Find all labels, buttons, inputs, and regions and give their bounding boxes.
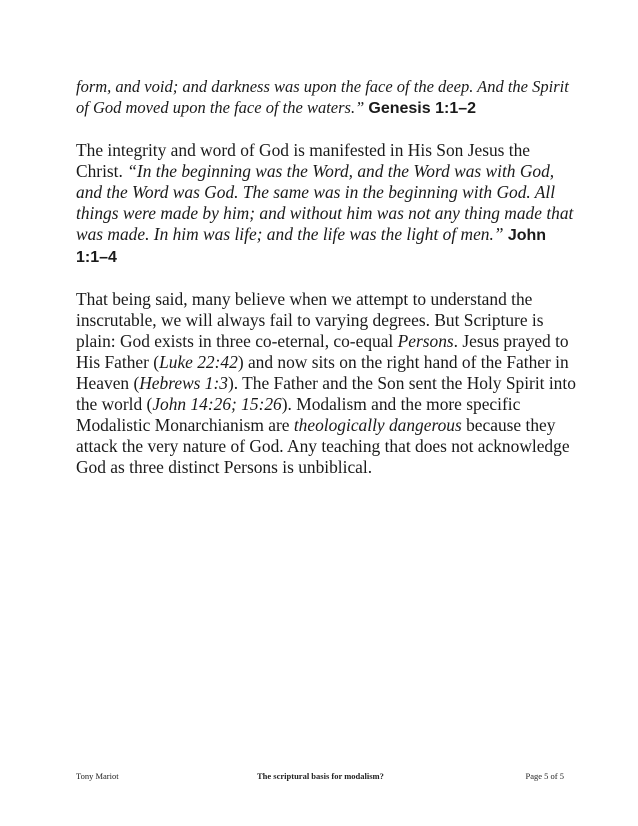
john-14-reference: John 14:26; 15:26 (152, 394, 282, 414)
paragraph-modalism (76, 289, 576, 478)
genesis-quote-text: form, and void; and darkness was upon the face of the deep. And the Spirit of God moved upon the face of the waters.” (76, 77, 569, 117)
theologically-dangerous-emphasis: theologically dangerous (293, 415, 462, 435)
john-quote-text: “In the beginning was the Word, and the Word was with God, and the Word was God. The same was in the beginning with God. All things were made by him; and without him was not any thing made that was made. In him was life; and the life was the light of men.” (76, 161, 574, 244)
page-footer (76, 771, 564, 783)
word-of-god-text: The integrity and word of God is manifested in His Son Jesus the Christ. (76, 140, 531, 181)
genesis-reference: Genesis 1:1–2 (368, 100, 477, 117)
modalism-text-2: . Jesus prayed to His Father ( (76, 331, 569, 372)
paragraph-word-of-god (76, 140, 576, 268)
hebrews-reference: Hebrews 1:3 (139, 373, 228, 393)
modalism-text-1: That being said, many believe when we attempt to understand the inscrutable, we will always fail to varying degrees. But Scripture is plain: God exists in three co-eternal, co-equal (76, 289, 544, 351)
modalism-text-4: ). The Father and the Son sent the Holy Spirit into the world ( (76, 373, 576, 414)
luke-reference: Luke 22:42 (159, 352, 238, 372)
modalism-text-6: because they attack the very nature of God. Any teaching that does not acknowledge God as three distinct Persons is unbiblical. (76, 415, 570, 477)
paragraph-genesis-quote (76, 76, 576, 119)
document-body (76, 76, 576, 499)
modalism-text-3: ) and now sits on the right hand of the Father in Heaven ( (76, 352, 569, 393)
footer-title: The scriptural basis for modalism? (257, 771, 384, 781)
modalism-text-5: ). Modalism and the more specific Modalistic Monarchianism are (76, 394, 521, 435)
footer-author: Tony Mariot (76, 771, 119, 781)
persons-emphasis: Persons (397, 331, 454, 351)
john-reference: John 1:1–4 (76, 227, 547, 266)
footer-page-number: Page 5 of 5 (525, 771, 564, 781)
